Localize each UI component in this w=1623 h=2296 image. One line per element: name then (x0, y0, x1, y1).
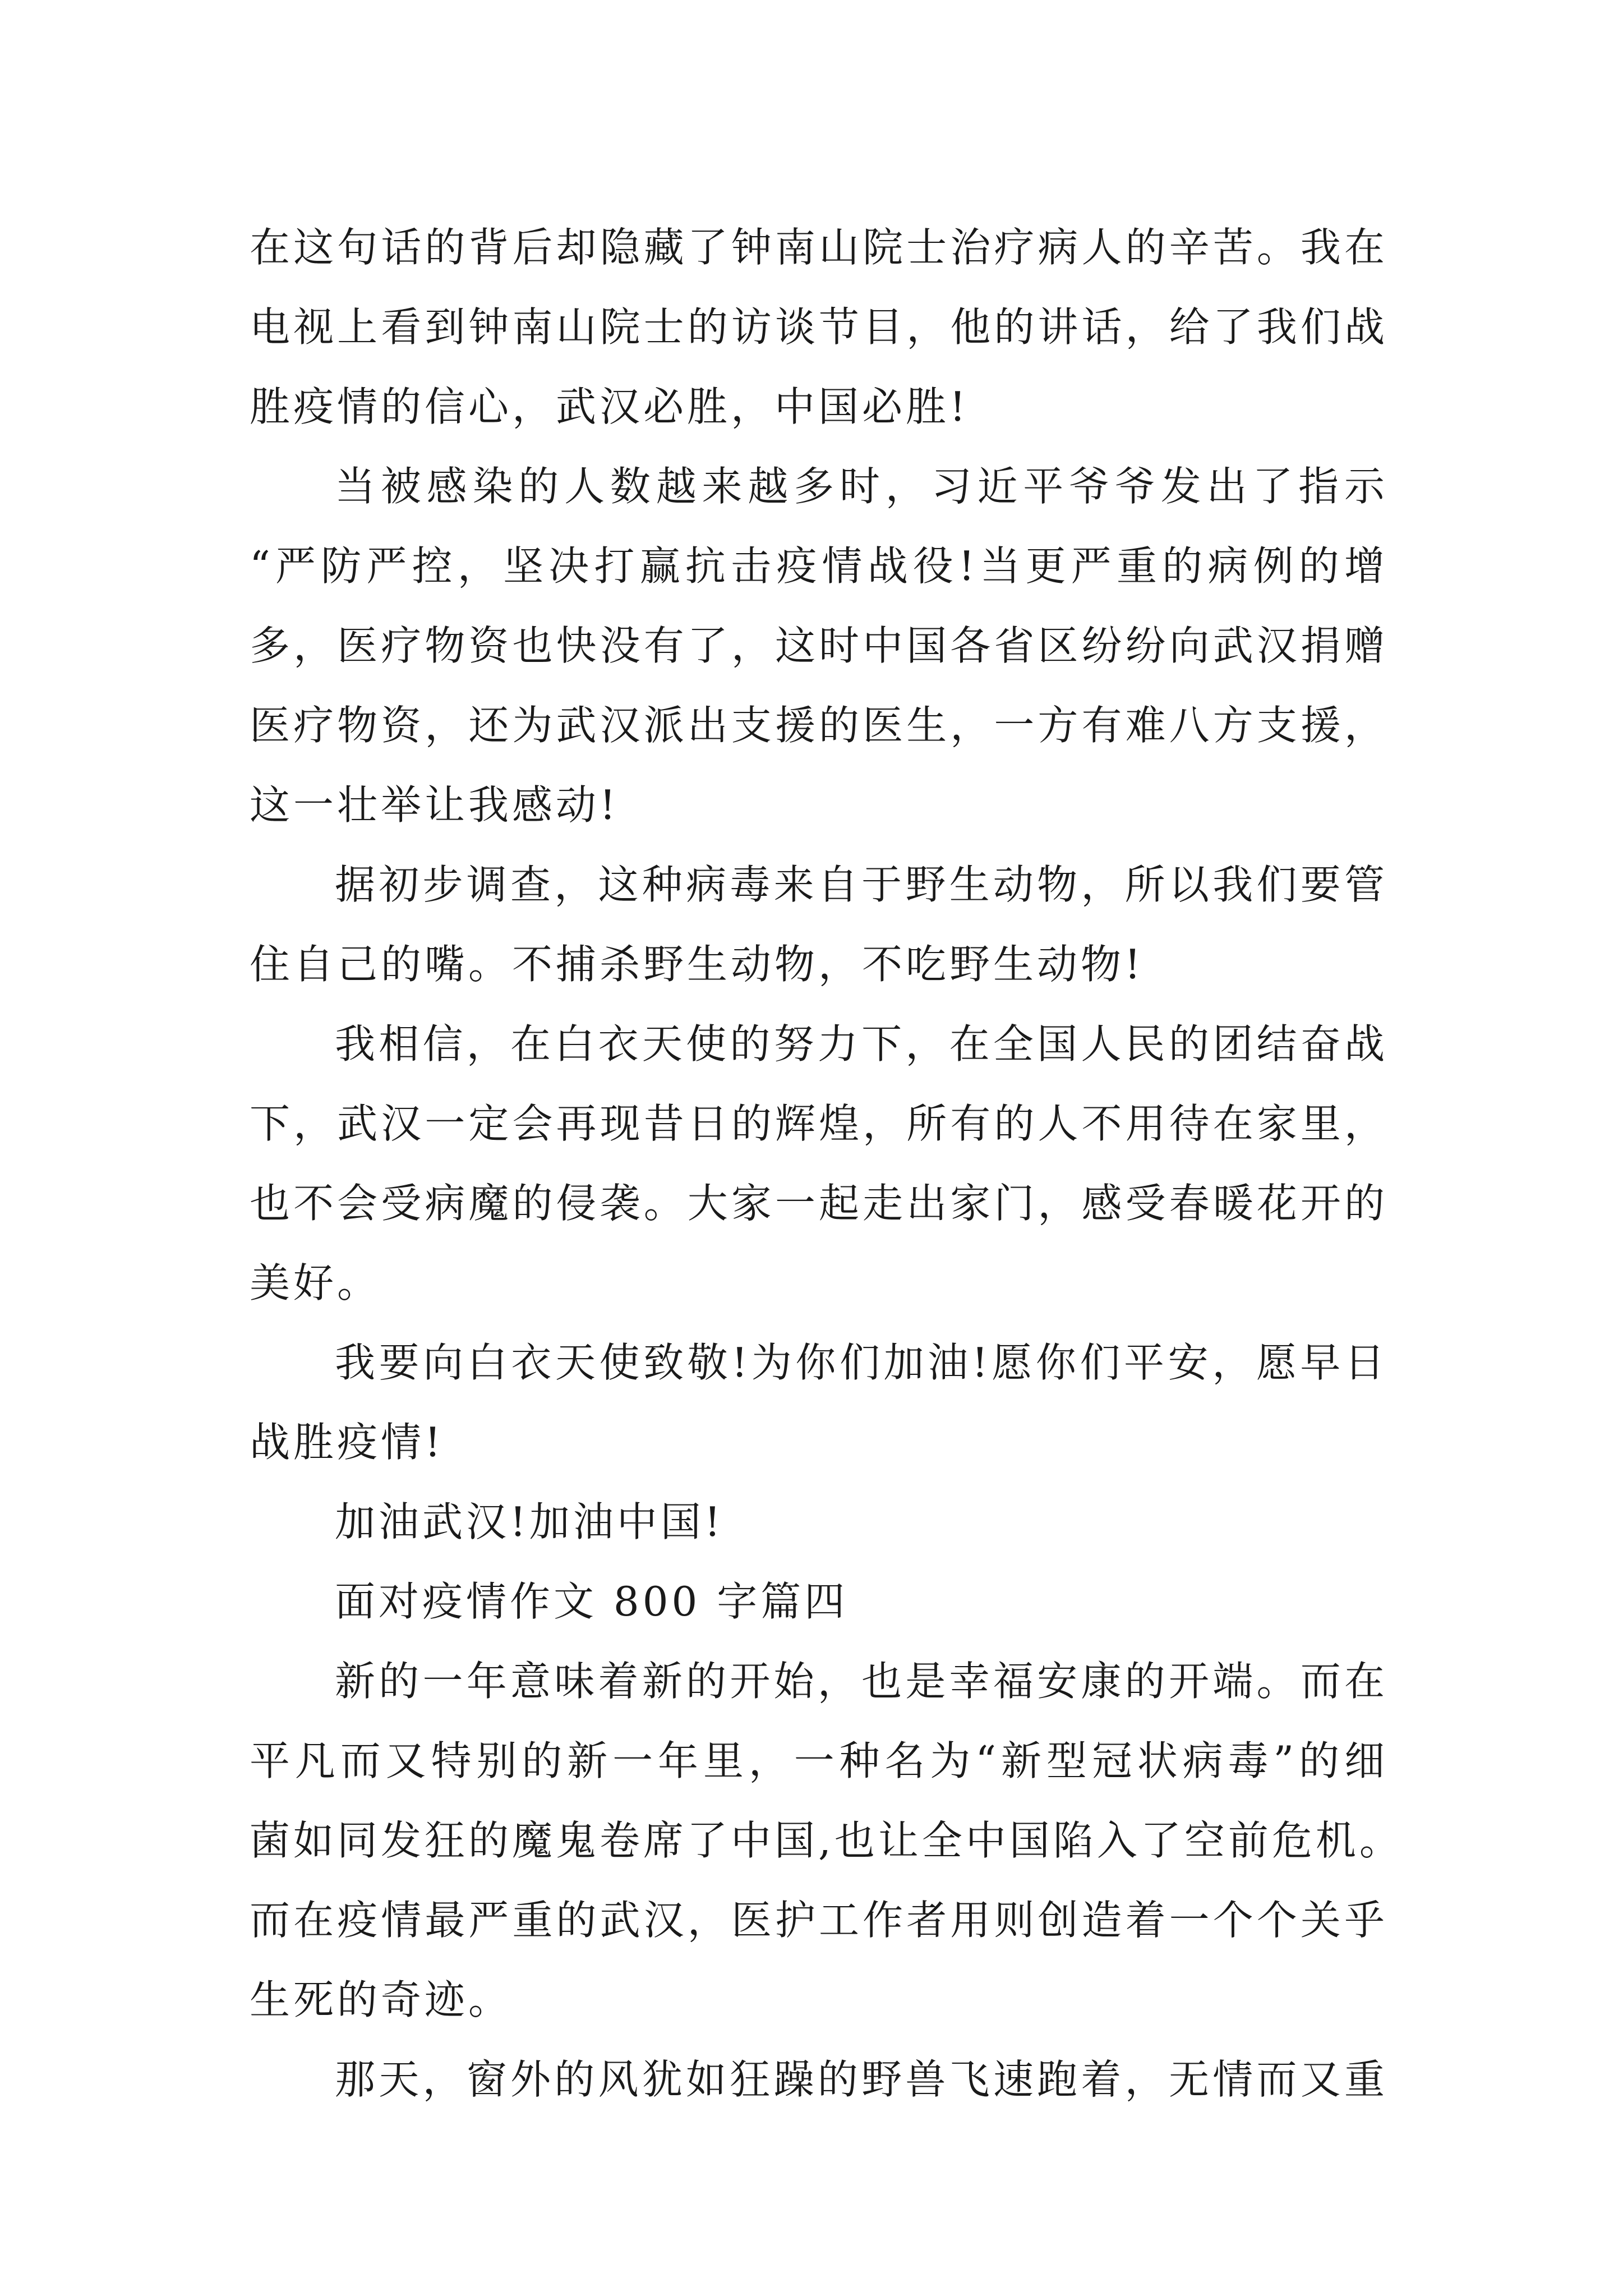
text-line: 电视上看到钟南山院士的访谈节目，他的讲话，给了我们战 (250, 303, 1388, 351)
text-line: 新的一年意味着新的开始，也是幸福安康的开端。而在 (335, 1658, 1388, 1705)
text-line: 菌如同发狂的魔鬼卷席了中国,也让全中国陷入了空前危机。 (250, 1817, 1403, 1864)
text-line: 医疗物资，还为武汉派出支援的医生，一方有难八方支援， (250, 702, 1388, 749)
text-line: 住自己的嘴。不捕杀野生动物，不吃野生动物! (250, 941, 1144, 988)
text-line: 平凡而又特别的新一年里，一种名为“新型冠状病毒”的细 (250, 1737, 1388, 1784)
text-line: 那天，窗外的风犹如狂躁的野兽飞速跑着，无情而又重 (335, 2056, 1388, 2103)
text-line: 当被感染的人数越来越多时，习近平爷爷发出了指示 (335, 463, 1388, 510)
text-line: 据初步调查，这种病毒来自于野生动物，所以我们要管 (335, 861, 1388, 908)
text-line: “严防严控，坚决打赢抗击疫情战役!当更严重的病例的增 (250, 542, 1388, 590)
text-line: 在这句话的背后却隐藏了钟南山院士治疗病人的辛苦。我在 (250, 224, 1388, 271)
text-line: 我要向白衣天使致敬!为你们加油!愿你们平安，愿早日 (335, 1339, 1388, 1386)
text-line: 而在疫情最严重的武汉，医护工作者用则创造着一个个关乎 (250, 1897, 1388, 1944)
text-line: 这一壮举让我感动! (250, 781, 619, 829)
text-line: 下，武汉一定会再现昔日的辉煌，所有的人不用待在家里， (250, 1100, 1388, 1147)
text-line: 加油武汉!加油中国! (335, 1498, 724, 1545)
text-line: 我相信，在白衣天使的努力下，在全国人民的团结奋战 (335, 1020, 1388, 1068)
text-line: 胜疫情的信心，武汉必胜，中国必胜! (250, 383, 969, 430)
text-line: 也不会受病魔的侵袭。大家一起走出家门，感受春暖花开的 (250, 1180, 1388, 1227)
text-line: 战胜疫情! (250, 1419, 444, 1466)
document-body (250, 208, 1403, 2119)
text-line: 美好。 (250, 1259, 381, 1306)
text-line: 生死的奇迹。 (250, 1976, 513, 2023)
section-heading: 面对疫情作文 800 字篇四 (335, 1578, 849, 1625)
text-line: 多，医疗物资也快没有了，这时中国各省区纷纷向武汉捐赠 (250, 622, 1388, 669)
